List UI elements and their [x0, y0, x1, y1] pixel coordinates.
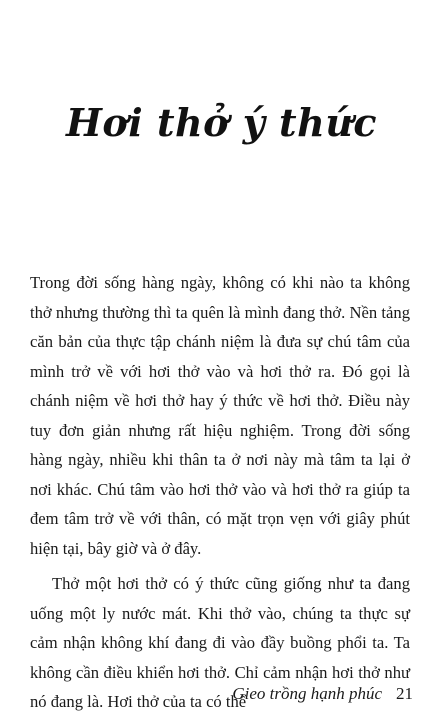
page-number: 21: [396, 684, 413, 703]
running-footer-book-title: Gieo trồng hạnh phúc: [232, 684, 382, 703]
chapter-title: Hơi thở ý thức: [66, 100, 377, 145]
body-text: [30, 268, 410, 717]
paragraph-1: Trong đời sống hàng ngày, không có khi nào ta không thở nhưng thường thì ta quên là mình đang thở. Nền tảng căn bản của thực tập chánh niệm là đưa sự chú tâm của mình trở về với hơi thở vào và hơi thở ra. Đó gọi là chánh niệm về hơi thở hay ý thức về hơi thở. Điều này tuy đơn giản nhưng rất hiệu nghiệm. Trong đời sống hàng ngày, nhiều khi thân ta ở nơi này mà tâm ta lại ở nơi khác. Chú tâm vào hơi thở vào và hơi thở ra giúp ta đem tâm trở về với thân, có mặt trọn vẹn với giây phút hiện tại, bây giờ và ở đây.: [30, 273, 410, 558]
paragraph-2: Thở một hơi thở có ý thức cũng giống như ta đang uống một ly nước mát. Khi thở vào, chúng ta thực sự cảm nhận không khí đang đi vào đầy buồng phổi ta. Ta không cần điều khiển hơi thở. Chỉ cảm nhận hơi thở như nó đang là. Hơi thở của ta có thể: [30, 574, 410, 711]
page-footer: [232, 684, 413, 704]
